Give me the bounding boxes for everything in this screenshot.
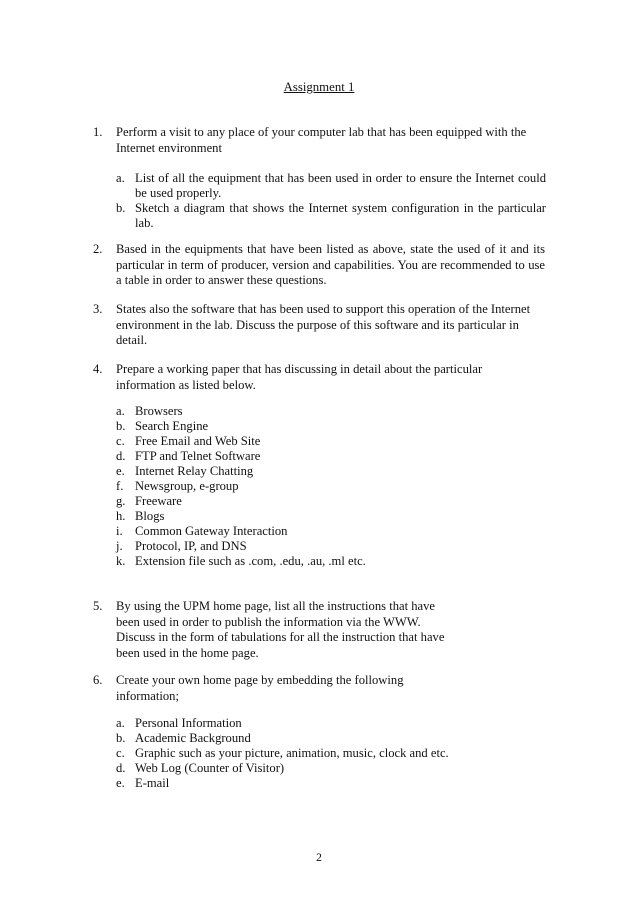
list-item [116,479,546,494]
list-item [116,494,546,509]
item-letter: e. [116,464,125,478]
item-letter: c. [116,746,125,760]
item-letter: a. [116,171,125,185]
question-text [116,599,513,662]
item-letter: b. [116,201,126,215]
item-text: Internet Relay Chatting [135,464,254,478]
list-item [116,776,546,791]
list-item [116,746,546,761]
item-letter: b. [116,731,126,745]
list-item [116,201,546,231]
item-text: Browsers [135,404,183,418]
item-text: Blogs [135,509,165,523]
question-5 [93,599,513,662]
text-line: information; [116,688,179,703]
question-6 [93,673,513,704]
question-number: 2. [93,242,103,256]
list-item [116,731,546,746]
question-2 [93,242,545,289]
item-letter: b. [116,419,126,433]
question-text [116,673,513,704]
list-item [116,539,546,554]
item-letter: a. [116,716,125,730]
item-letter: j. [116,539,123,553]
list-item [116,464,546,479]
question-number: 6. [93,673,103,687]
question-6-subitems [116,716,546,791]
text-line: By using the UPM home page, list all the instructions that have [116,599,436,613]
item-letter: f. [116,479,124,493]
item-text: Protocol, IP, and DNS [135,539,247,553]
question-1 [93,125,545,156]
list-item [116,419,546,434]
item-text: Personal Information [135,716,242,730]
item-text: Web Log (Counter of Visitor) [135,761,285,775]
question-3 [93,302,545,349]
question-number: 5. [93,599,103,613]
item-text: Newsgroup, e-group [135,479,239,493]
question-4 [93,362,513,393]
question-text: Prepare a working paper that has discussing in detail about the particular information as listed below. [116,362,483,392]
item-letter: a. [116,404,125,418]
item-letter: e. [116,776,125,790]
list-item [116,171,546,201]
list-item [116,449,546,464]
list-item [116,716,546,731]
item-letter: g. [116,494,126,508]
question-number: 1. [93,125,103,139]
item-letter: d. [116,449,126,463]
list-item [116,554,546,569]
question-number: 3. [93,302,103,316]
list-item [116,404,546,419]
item-text: List of all the equipment that has been used in order to ensure the Internet could be used properly. [135,171,546,200]
question-number: 4. [93,362,103,376]
question-1-subitems [116,171,546,231]
question-text: Based in the equipments that have been listed as above, state the used of it and its particular in term of producer, version and capabilities. You are recommended to use a table in order to answer these questions. [116,242,545,288]
item-text: Graphic such as your picture, animation, music, clock and etc. [135,746,449,760]
list-item [116,524,546,539]
text-line: been used in order to publish the information via the WWW. [116,614,421,629]
item-text: Free Email and Web Site [135,434,261,448]
item-letter: c. [116,434,125,448]
text-line: been used in the home page. [116,646,259,661]
page-number: 2 [316,852,322,864]
item-text: Freeware [135,494,182,508]
item-text: Search Engine [135,419,209,433]
assignment-title: Assignment 1 [283,80,355,94]
item-text: Academic Background [135,731,251,745]
item-text: Sketch a diagram that shows the Internet system configuration in the particular lab. [135,201,546,230]
list-item [116,761,546,776]
text-line: Create your own home page by embedding the following [116,673,404,687]
item-text: Extension file such as .com, .edu, .au, .ml etc. [135,554,366,568]
question-4-subitems [116,404,546,569]
item-letter: d. [116,761,126,775]
item-text: E-mail [135,776,170,790]
item-text: Common Gateway Interaction [135,524,288,538]
list-item [116,434,546,449]
item-text: FTP and Telnet Software [135,449,261,463]
item-letter: h. [116,509,126,523]
question-text: Perform a visit to any place of your computer lab that has been equipped with the Internet environment [116,125,527,155]
list-item [116,509,546,524]
item-letter: k. [116,554,126,568]
text-line: Discuss in the form of tabulations for all the instruction that have [116,630,445,645]
item-letter: i. [116,524,123,538]
question-text: States also the software that has been used to support this operation of the Internet environment in the lab. Discuss the purpose of this software and its particular in detail. [116,302,531,348]
